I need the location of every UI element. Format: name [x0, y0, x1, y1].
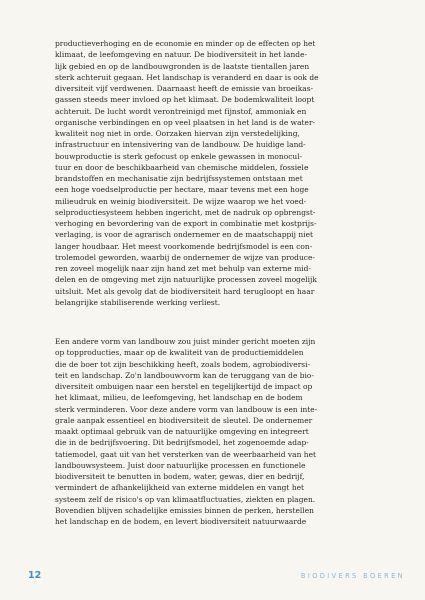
text-line: kwaliteit nog niet in orde. Oorzaken hiervan zijn verstedelijking,: [55, 129, 300, 138]
text-line: bouwproductie is sterk gefocust op enkele gewassen in monocul-: [55, 151, 303, 161]
text-line: grale aanpak essentieel en biodiversiteit de sleutel. De ondernemer: [55, 415, 313, 425]
text-line: brandstoffen en mechanisatie zijn bedrijfssystemen ontstaan met: [55, 174, 303, 183]
text-line: die in de bedrijfsvoering. Dit bedrijfsmodel, het zogenoemde adap-: [55, 438, 309, 448]
text-line: klimaat, de leefomgeving en natuur. De biodiversiteit in het lande-: [55, 50, 308, 60]
text-line: lijk gebied en op de landbouwgronden is de laatste tientallen jaren: [55, 61, 310, 71]
text-line: tatiemodel, gaat uit van het versterken van de weerbaarheid van het: [55, 449, 317, 459]
text-line: een hoge voedselproductie per hectare, maar tevens met een hoge: [55, 185, 309, 195]
text-line: langer houdbaar. Het meest voorkomende bedrijfsmodel is een con-: [55, 241, 313, 251]
text-line: diversiteit vijf verdwenen. Daarnaast heeft de emissie van broeikas-: [55, 84, 314, 93]
text-line: het landschap en de bodem, en levert biodiversiteit natuurwaarde: [55, 517, 307, 526]
text-line: infrastructuur en intensivering van de landbouw. De huidige land-: [55, 140, 306, 150]
text-line: ren zoveel mogelijk naar zijn hand zet met behulp van externe mid-: [55, 264, 311, 273]
text-line: tuur en door de beschikbaarheid van chemische middelen, fossiele: [55, 162, 309, 172]
text-line: delen en de omgeving met zijn natuurlijke processen zoveel mogelijk: [55, 275, 317, 285]
text-line: vermindert de afhankelijkheid van externe middelen en vangt het: [55, 483, 305, 493]
text-line: selproductiesysteem hebben ingericht, met de nadruk op opbrengst-: [55, 207, 316, 217]
text-line: uitsluit. Met als gevolg dat de biodiversiteit hard terugloopt en haar: [55, 286, 315, 296]
text-line: trolemodel geworden, waarbij de ondernemer de wijze van produce-: [55, 252, 315, 262]
page-number: 12: [28, 570, 42, 581]
text-line: sterk verminderen. Voor deze andere vorm van landbouw is een inte-: [55, 404, 318, 414]
text-line: maakt optimaal gebruik van de natuurlijke omgeving en integreert: [55, 427, 309, 436]
text-line: landbouwsysteem. Juist door natuurlijke processen en functionele: [55, 460, 306, 470]
body-paragraph-2: [55, 336, 385, 527]
text-line: productieverhoging en de economie en minder op de effecten op het: [55, 39, 316, 48]
text-line: Bovendien blijven schadelijke emissies binnen de perken, herstellen: [55, 505, 314, 515]
text-line: milieudruk en weinig biodiversiteit. De wijze waarop we het voed-: [55, 196, 307, 206]
text-line: biodiversiteit te benutten in bodem, water, gewas, dier en bedrijf,: [55, 472, 305, 481]
text-line: achteruit. De lucht wordt verontreinigd met fijnstof, ammoniak en: [55, 106, 307, 116]
running-title: BIODIVERS BOEREN: [300, 572, 405, 580]
text-line: verlaging, is voor de agrarisch ondernemer en de maatschappij niet: [55, 230, 314, 240]
text-line: diversiteit ombuigen naar een herstel en tegelijkertijd de impact op: [55, 382, 313, 391]
text-line: teit en landschap. Zo'n landbouwvorm kan de teruggang van de bio-: [55, 370, 314, 380]
text-line: het klimaat, milieu, de leefomgeving, het landschap en de bodem: [55, 393, 303, 403]
text-line: sterk achteruit gegaan. Het landschap is veranderd en daar is ook de: [55, 72, 319, 82]
text-line: op topproducties, maar op de kwaliteit van de productiemiddelen: [55, 348, 304, 358]
text-line: die de boer tot zijn beschikking heeft, zoals bodem, agrobiodiversi-: [55, 359, 311, 369]
text-line: belangrijke stabiliserende werking verliest.: [55, 297, 221, 307]
text-line: organische verbindingen en op veel plaatsen in het land is de water-: [55, 117, 316, 127]
text-line: verhoging en bevordering van de export in combinatie met kostprijs-: [55, 219, 317, 228]
text-line: gassen steeds meer invloed op het klimaat. De bodemkwaliteit loopt: [55, 95, 315, 105]
body-paragraph-1: [55, 38, 385, 308]
text-line: systeem zelf de risico's op van klimaatfluctuaties, ziekten en plagen.: [55, 494, 316, 504]
text-line: Een andere vorm van landbouw zou juist minder gericht moeten zijn: [55, 337, 316, 346]
